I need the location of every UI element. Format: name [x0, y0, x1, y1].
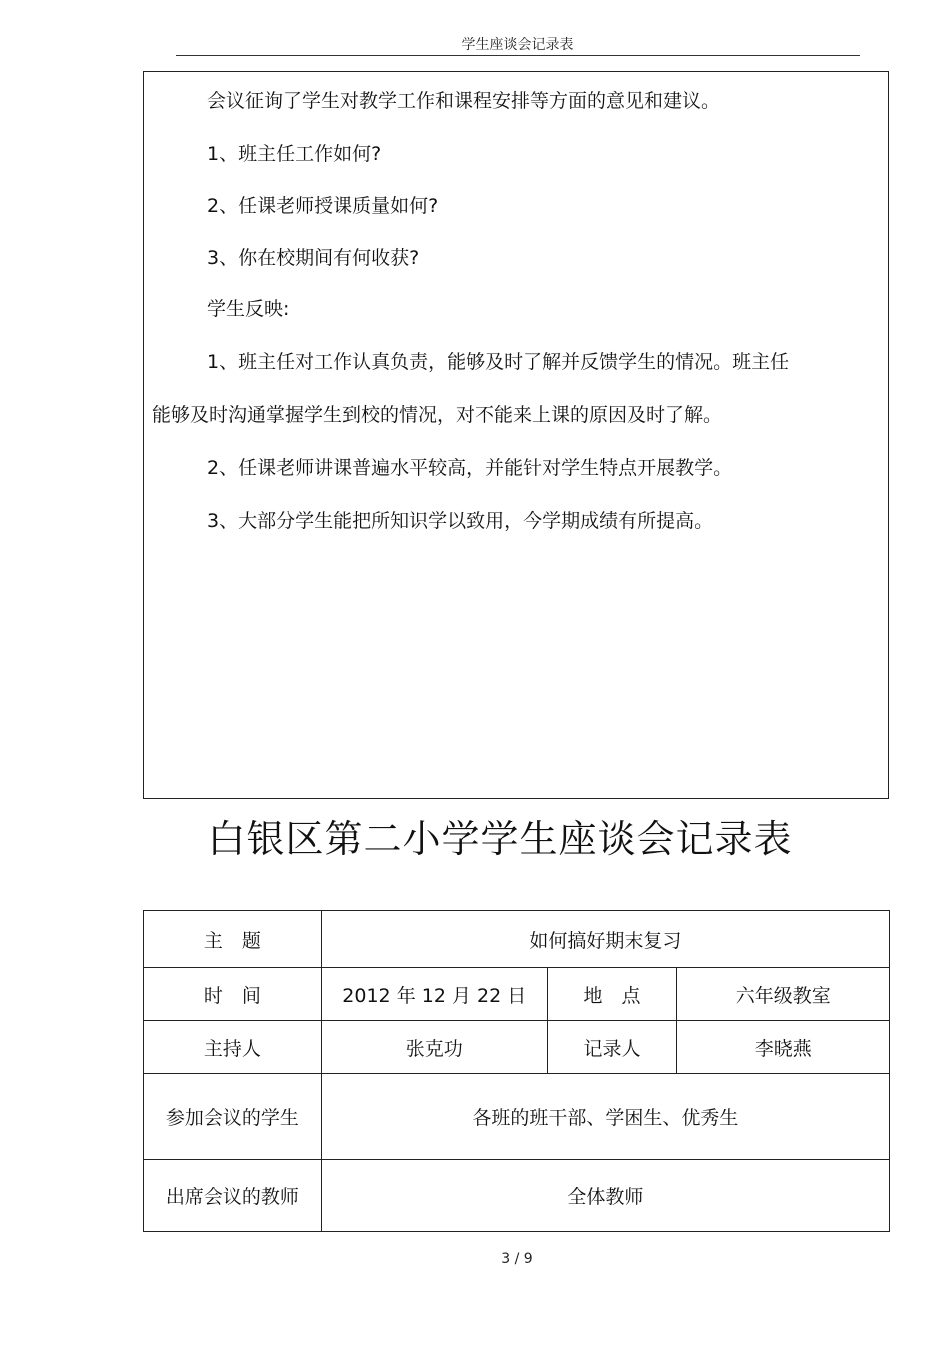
- host-label: 主持人: [144, 1021, 322, 1074]
- intro-paragraph: 会议征询了学生对教学工作和课程安排等方面的意见和建议。: [207, 90, 721, 112]
- table-row-topic: [144, 911, 890, 968]
- host-value: 张克功: [321, 1021, 547, 1074]
- topic-label: 主 题: [144, 911, 322, 968]
- table-row-host-recorder: [144, 1021, 890, 1074]
- feedback-2: 2、任课老师讲课普遍水平较高，并能针对学生特点开展教学。: [207, 457, 733, 479]
- table-row-students: [144, 1074, 890, 1160]
- header-divider: [176, 55, 860, 56]
- place-value: 六年级教室: [677, 968, 890, 1021]
- feedback-label: 学生反映:: [207, 298, 290, 320]
- page-number: 3 / 9: [501, 1251, 533, 1267]
- recorder-value: 李晓燕: [677, 1021, 890, 1074]
- feedback-1-line-1: 1、班主任对工作认真负责，能够及时了解并反馈学生的情况。班主任: [207, 351, 790, 373]
- students-value: 各班的班干部、学困生、优秀生: [321, 1074, 889, 1160]
- feedback-1-line-2: 能够及时沟通掌握学生到校的情况，对不能来上课的原因及时了解。: [152, 404, 723, 426]
- time-label: 时 间: [144, 968, 322, 1021]
- question-3: 3、你在校期间有何收获?: [207, 247, 420, 269]
- minutes-content-box: [143, 71, 889, 799]
- students-label: 参加会议的学生: [144, 1074, 322, 1160]
- feedback-3: 3、大部分学生能把所知识学以致用，今学期成绩有所提高。: [207, 510, 714, 532]
- topic-value: 如何搞好期末复习: [321, 911, 889, 968]
- place-label: 地 点: [547, 968, 677, 1021]
- question-2: 2、任课老师授课质量如何?: [207, 195, 439, 217]
- time-value: 2012 年 12 月 22 日: [321, 968, 547, 1021]
- recorder-label: 记录人: [547, 1021, 677, 1074]
- teachers-value: 全体教师: [321, 1160, 889, 1232]
- meeting-info-table: [143, 910, 890, 1232]
- table-row-time-place: [144, 968, 890, 1021]
- running-header: 学生座谈会记录表: [461, 37, 574, 53]
- question-1: 1、班主任工作如何?: [207, 143, 382, 165]
- table-row-teachers: [144, 1160, 890, 1232]
- form-title: 白银区第二小学学生座谈会记录表: [207, 817, 793, 861]
- teachers-label: 出席会议的教师: [144, 1160, 322, 1232]
